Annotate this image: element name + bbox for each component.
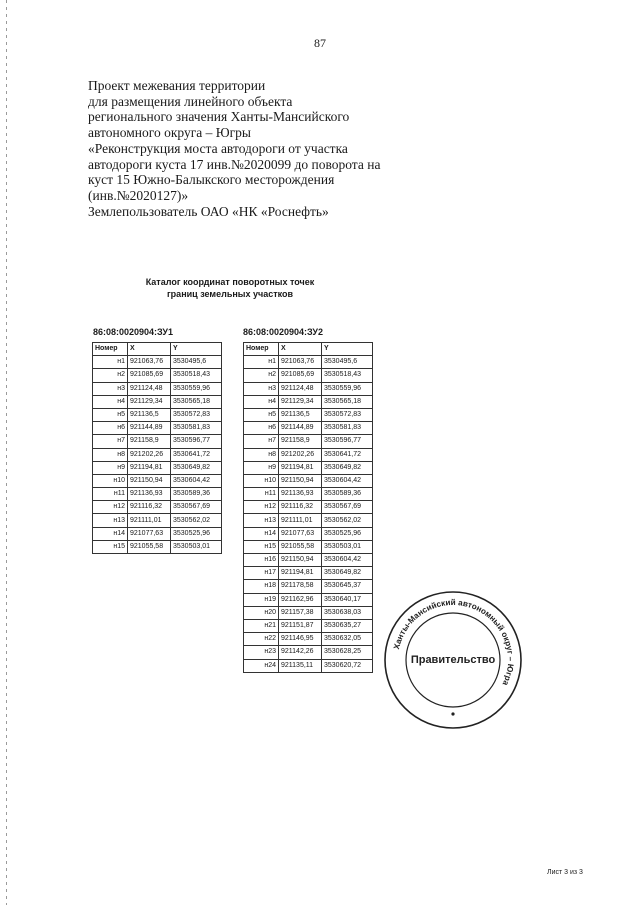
column-header: Номер (93, 343, 128, 356)
table-row (93, 501, 222, 514)
point-number-cell: н20 (244, 606, 279, 619)
x-coordinate-cell: 921055,58 (128, 540, 171, 553)
table-row (244, 382, 373, 395)
x-coordinate-cell: 921157,38 (279, 606, 322, 619)
point-number-cell: н3 (244, 382, 279, 395)
y-coordinate-cell: 3530596,77 (322, 435, 373, 448)
x-coordinate-cell: 921077,63 (279, 527, 322, 540)
x-coordinate-cell: 921124,48 (279, 382, 322, 395)
catalog-title-line: границ земельных участков (166, 289, 294, 299)
y-coordinate-cell: 3530503,01 (322, 540, 373, 553)
header-line: «Реконструкция моста автодороги от участка (88, 140, 348, 156)
x-coordinate-cell: 921063,76 (128, 356, 171, 369)
x-coordinate-cell: 921202,26 (279, 448, 322, 461)
y-coordinate-cell: 3530495,6 (171, 356, 222, 369)
table-row (244, 461, 373, 474)
table-row (93, 474, 222, 487)
point-number-cell: н10 (244, 474, 279, 487)
point-number-cell: н12 (93, 501, 128, 514)
table-row (93, 527, 222, 540)
header-line: Землепользователь ОАО «НК «Роснефть» (88, 203, 329, 219)
y-coordinate-cell: 3530635,27 (322, 619, 373, 632)
table-row (244, 422, 373, 435)
x-coordinate-cell: 921194,81 (128, 461, 171, 474)
y-coordinate-cell: 3530589,36 (171, 488, 222, 501)
table-row (244, 395, 373, 408)
table-row (244, 448, 373, 461)
y-coordinate-cell: 3530641,72 (171, 448, 222, 461)
table-row (93, 448, 222, 461)
y-coordinate-cell: 3530649,82 (171, 461, 222, 474)
x-coordinate-cell: 921158,9 (128, 435, 171, 448)
point-number-cell: н11 (93, 488, 128, 501)
y-coordinate-cell: 3530604,42 (322, 554, 373, 567)
table-row (244, 646, 373, 659)
x-coordinate-cell: 921136,93 (279, 488, 322, 501)
x-coordinate-cell: 921085,69 (128, 369, 171, 382)
x-coordinate-cell: 921129,34 (279, 395, 322, 408)
table-row (244, 593, 373, 606)
y-coordinate-cell: 3530562,02 (322, 514, 373, 527)
table-row (93, 461, 222, 474)
point-number-cell: н6 (93, 422, 128, 435)
header-line: автономного округа – Югры (88, 125, 251, 141)
y-coordinate-cell: 3530572,83 (171, 408, 222, 421)
y-coordinate-cell: 3530596,77 (171, 435, 222, 448)
y-coordinate-cell: 3530562,02 (171, 514, 222, 527)
table-row (93, 540, 222, 553)
table-row (244, 540, 373, 553)
point-number-cell: н7 (93, 435, 128, 448)
table-row (244, 527, 373, 540)
left-margin-rule (6, 0, 7, 905)
plot-label-zu1: 86:08:0020904:ЗУ1 (93, 327, 173, 337)
x-coordinate-cell: 921144,89 (128, 422, 171, 435)
table-row (93, 369, 222, 382)
point-number-cell: н8 (93, 448, 128, 461)
table-row (93, 395, 222, 408)
x-coordinate-cell: 921194,81 (279, 461, 322, 474)
y-coordinate-cell: 3530518,43 (171, 369, 222, 382)
x-coordinate-cell: 921111,01 (128, 514, 171, 527)
point-number-cell: н5 (244, 408, 279, 421)
column-header: Номер (244, 343, 279, 356)
point-number-cell: н1 (93, 356, 128, 369)
y-coordinate-cell: 3530589,36 (322, 488, 373, 501)
point-number-cell: н19 (244, 593, 279, 606)
point-number-cell: н17 (244, 567, 279, 580)
point-number-cell: н9 (93, 461, 128, 474)
page-number: 87 (314, 36, 326, 50)
point-number-cell: н22 (244, 633, 279, 646)
point-number-cell: н13 (244, 514, 279, 527)
table-row (244, 606, 373, 619)
x-coordinate-cell: 921150,94 (279, 554, 322, 567)
header-line: (инв.№2020127)» (88, 187, 189, 203)
x-coordinate-cell: 921136,5 (279, 408, 322, 421)
x-coordinate-cell: 921146,95 (279, 633, 322, 646)
header-line: куст 15 Южно-Балыкского месторождения (88, 172, 335, 188)
point-number-cell: н23 (244, 646, 279, 659)
table-row (244, 567, 373, 580)
table-header-row (93, 343, 222, 356)
y-coordinate-cell: 3530525,96 (322, 527, 373, 540)
x-coordinate-cell: 921055,58 (279, 540, 322, 553)
x-coordinate-cell: 921158,9 (279, 435, 322, 448)
table-row (93, 422, 222, 435)
point-number-cell: н11 (244, 488, 279, 501)
table-row (244, 488, 373, 501)
y-coordinate-cell: 3530645,37 (322, 580, 373, 593)
header-line: Проект межевания территории (88, 78, 266, 93)
table-row (244, 619, 373, 632)
table-row (244, 633, 373, 646)
point-number-cell: н14 (93, 527, 128, 540)
x-coordinate-cell: 921144,89 (279, 422, 322, 435)
point-number-cell: н2 (93, 369, 128, 382)
table-row (244, 356, 373, 369)
point-number-cell: н21 (244, 619, 279, 632)
x-coordinate-cell: 921111,01 (279, 514, 322, 527)
header-line: автодороги куста 17 инв.№2020099 до поворота на (88, 156, 381, 172)
column-header: X (128, 343, 171, 356)
point-number-cell: н8 (244, 448, 279, 461)
y-coordinate-cell: 3530620,72 (322, 659, 373, 672)
point-number-cell: н14 (244, 527, 279, 540)
y-coordinate-cell: 3530628,25 (322, 646, 373, 659)
y-coordinate-cell: 3530525,96 (171, 527, 222, 540)
document-header (88, 78, 418, 219)
x-coordinate-cell: 921129,34 (128, 395, 171, 408)
table-row (244, 369, 373, 382)
x-coordinate-cell: 921162,96 (279, 593, 322, 606)
y-coordinate-cell: 3530640,17 (322, 593, 373, 606)
x-coordinate-cell: 921202,26 (128, 448, 171, 461)
column-header: X (279, 343, 322, 356)
y-coordinate-cell: 3530604,42 (322, 474, 373, 487)
y-coordinate-cell: 3530503,01 (171, 540, 222, 553)
seal-center-text: Правительство (410, 654, 496, 666)
table-row (93, 356, 222, 369)
y-coordinate-cell: 3530649,82 (322, 461, 373, 474)
y-coordinate-cell: 3530559,96 (322, 382, 373, 395)
catalog-title-line: Каталог координат поворотных точек (145, 277, 315, 287)
point-number-cell: н10 (93, 474, 128, 487)
point-number-cell: н3 (93, 382, 128, 395)
y-coordinate-cell: 3530565,18 (322, 395, 373, 408)
sheet-label: Лист 3 из 3 (547, 869, 583, 876)
table-row (93, 382, 222, 395)
y-coordinate-cell: 3530581,83 (171, 422, 222, 435)
plot-label-zu2: 86:08:0020904:ЗУ2 (243, 327, 323, 337)
x-coordinate-cell: 921136,93 (128, 488, 171, 501)
point-number-cell: н5 (93, 408, 128, 421)
x-coordinate-cell: 921116,32 (128, 501, 171, 514)
x-coordinate-cell: 921077,63 (128, 527, 171, 540)
table-row (244, 408, 373, 421)
x-coordinate-cell: 921136,5 (128, 408, 171, 421)
point-number-cell: н24 (244, 659, 279, 672)
point-number-cell: н13 (93, 514, 128, 527)
x-coordinate-cell: 921178,58 (279, 580, 322, 593)
point-number-cell: н1 (244, 356, 279, 369)
header-line: для размещения линейного объекта (88, 93, 293, 109)
point-number-cell: н4 (244, 395, 279, 408)
y-coordinate-cell: 3530567,69 (322, 501, 373, 514)
y-coordinate-cell: 3530638,03 (322, 606, 373, 619)
point-number-cell: н15 (93, 540, 128, 553)
point-number-cell: н18 (244, 580, 279, 593)
y-coordinate-cell: 3530649,82 (322, 567, 373, 580)
point-number-cell: н2 (244, 369, 279, 382)
y-coordinate-cell: 3530604,42 (171, 474, 222, 487)
table-row (244, 514, 373, 527)
table-row (93, 488, 222, 501)
table-row (244, 580, 373, 593)
y-coordinate-cell: 3530495,6 (322, 356, 373, 369)
seal-dot (451, 712, 454, 715)
y-coordinate-cell: 3530641,72 (322, 448, 373, 461)
table-header-row (244, 343, 373, 356)
table-row (93, 514, 222, 527)
coordinates-table-zu1 (92, 342, 222, 554)
table-row (244, 554, 373, 567)
point-number-cell: н7 (244, 435, 279, 448)
y-coordinate-cell: 3530581,83 (322, 422, 373, 435)
header-line: регионального значения Ханты-Мансийского (88, 109, 350, 125)
table-row (93, 408, 222, 421)
table-row (244, 659, 373, 672)
y-coordinate-cell: 3530572,83 (322, 408, 373, 421)
table-row (93, 435, 222, 448)
x-coordinate-cell: 921124,48 (128, 382, 171, 395)
y-coordinate-cell: 3530567,69 (171, 501, 222, 514)
seal-ring-text: Ханты-Мансийский автономный округ – Югра (392, 597, 516, 687)
column-header: Y (171, 343, 222, 356)
x-coordinate-cell: 921135,11 (279, 659, 322, 672)
point-number-cell: н4 (93, 395, 128, 408)
official-seal (383, 590, 523, 730)
table-row (244, 501, 373, 514)
y-coordinate-cell: 3530632,05 (322, 633, 373, 646)
x-coordinate-cell: 921142,26 (279, 646, 322, 659)
column-header: Y (322, 343, 373, 356)
point-number-cell: н16 (244, 554, 279, 567)
x-coordinate-cell: 921150,94 (128, 474, 171, 487)
y-coordinate-cell: 3530518,43 (322, 369, 373, 382)
x-coordinate-cell: 921150,94 (279, 474, 322, 487)
x-coordinate-cell: 921085,69 (279, 369, 322, 382)
point-number-cell: н9 (244, 461, 279, 474)
y-coordinate-cell: 3530559,96 (171, 382, 222, 395)
x-coordinate-cell: 921116,32 (279, 501, 322, 514)
x-coordinate-cell: 921194,81 (279, 567, 322, 580)
point-number-cell: н12 (244, 501, 279, 514)
x-coordinate-cell: 921063,76 (279, 356, 322, 369)
table-row (244, 435, 373, 448)
point-number-cell: н6 (244, 422, 279, 435)
x-coordinate-cell: 921151,87 (279, 619, 322, 632)
catalog-title (120, 276, 340, 300)
coordinates-table-zu2 (243, 342, 373, 673)
y-coordinate-cell: 3530565,18 (171, 395, 222, 408)
point-number-cell: н15 (244, 540, 279, 553)
table-row (244, 474, 373, 487)
